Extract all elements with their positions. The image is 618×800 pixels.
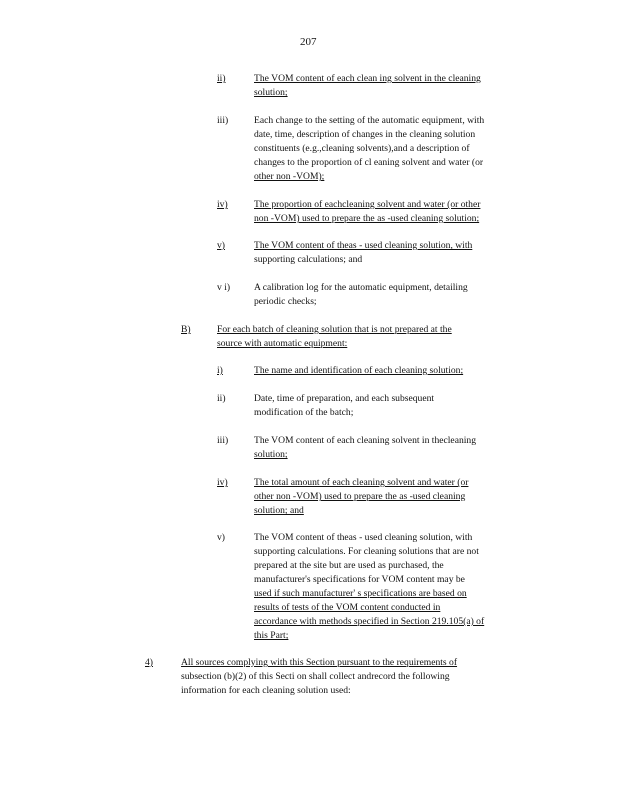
item-text <box>254 392 542 420</box>
text-line: A calibration log for the automatic equipment, detailing <box>254 282 468 293</box>
text-line: The name and identification of each cleaning solution; <box>254 365 464 376</box>
item-text <box>254 364 542 378</box>
text-line: All sources complying with this Section pursuant to the requirements of <box>181 657 458 668</box>
item-label: ii) <box>217 393 226 404</box>
text-line: The VOM content of each clean ing solvent in the cleaning <box>254 73 481 84</box>
text-line: source with automatic equipment: <box>217 338 348 349</box>
page-number: 207 <box>300 36 317 48</box>
text-line: The total amount of each cleaning solvent and water (or <box>254 477 469 488</box>
text-line: results of tests of the VOM content conducted in <box>254 602 441 613</box>
text-line: solution; <box>254 87 288 98</box>
text-line: supporting calculations; and <box>254 254 363 265</box>
text-line: supporting calculations. For cleaning solutions that are not <box>254 546 479 557</box>
text-line: accordance with methods specified in Section 219.105(a) of <box>254 616 485 627</box>
text-line: other non -VOM); <box>254 171 325 182</box>
item-label: 4) <box>145 657 153 668</box>
text-line: solution; <box>254 449 288 460</box>
item-text <box>254 198 542 226</box>
item-text <box>254 281 542 309</box>
item-label: i) <box>217 365 223 376</box>
text-line: other non -VOM) used to prepare the as -used cleaning <box>254 491 466 502</box>
item-label: ii) <box>217 73 226 84</box>
text-line: modification of the batch; <box>254 407 354 418</box>
text-line: used if such manufacturer' s specifications are based on <box>254 588 467 599</box>
item-label: v) <box>217 532 225 543</box>
item-text <box>254 239 542 267</box>
text-line: For each batch of cleaning solution that is not prepared at the <box>217 324 452 335</box>
item-label: iii) <box>217 115 229 126</box>
text-line: Date, time of preparation, and each subsequent <box>254 393 435 404</box>
item-label: v) <box>217 240 225 251</box>
item-label: v i) <box>217 282 231 293</box>
text-line: subsection (b)(2) of this Secti on shall collect andrecord the following <box>181 671 450 682</box>
item-label: iv) <box>217 477 228 488</box>
text-line: The VOM content of theas - used cleaning solution, with <box>254 532 473 543</box>
item-label: B) <box>181 324 191 335</box>
text-line: information for each cleaning solution used: <box>181 685 351 696</box>
text-line: prepared at the site but are used as purchased, the <box>254 560 444 571</box>
text-line: manufacturer's specifications for VOM content may be <box>254 574 465 585</box>
text-line: non -VOM) used to prepare the as -used cleaning solution; <box>254 213 480 224</box>
item-text <box>254 72 542 100</box>
text-line: date, time, description of changes in the cleaning solution <box>254 129 476 140</box>
text-line: this Part; <box>254 630 289 641</box>
text-line: The VOM content of theas - used cleaning solution, with <box>254 240 473 251</box>
text-line: periodic checks; <box>254 296 317 307</box>
text-line: solution; and <box>254 505 304 516</box>
item-text <box>254 434 542 462</box>
item-label: iii) <box>217 435 229 446</box>
item-text <box>217 323 517 351</box>
text-line: changes to the proportion of cl eaning solvent and water (or <box>254 157 484 168</box>
item-text <box>254 531 542 643</box>
item-label: iv) <box>217 199 228 210</box>
item-text <box>254 476 542 518</box>
text-line: constituents (e.g.,cleaning solvents),and a description of <box>254 143 470 154</box>
item-text <box>254 114 542 184</box>
text-line: The proportion of eachcleaning solvent and water (or other <box>254 199 481 210</box>
item-text <box>181 656 531 698</box>
text-line: The VOM content of each cleaning solvent in thecleaning <box>254 435 477 446</box>
text-line: Each change to the setting of the automatic equipment, with <box>254 115 485 126</box>
